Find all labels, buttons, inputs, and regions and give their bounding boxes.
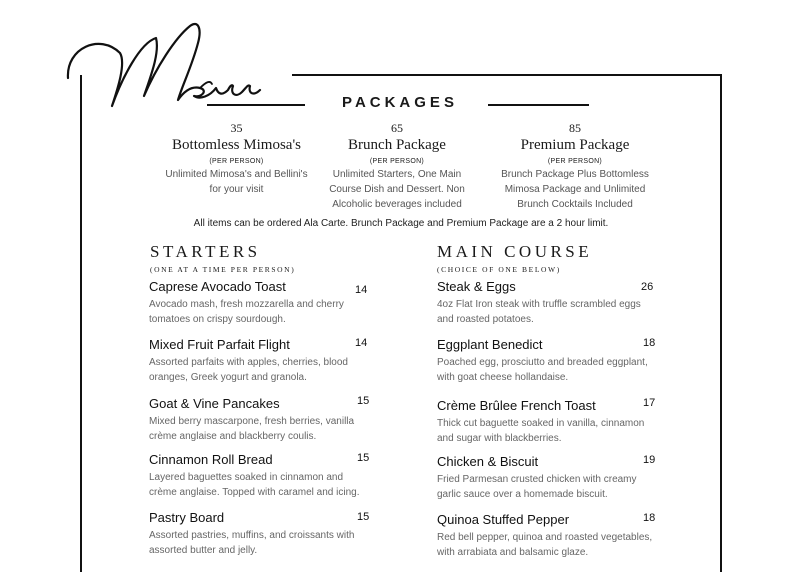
menu-item-steak-eggs [437,279,657,327]
menu-script-logo [60,8,290,118]
package-description: Unlimited Mimosa's and Bellini's for your visit [165,169,308,195]
item-name: Eggplant Benedict [437,337,543,352]
item-description: 4oz Flat Iron steak with truffle scrambled eggs and roasted potatoes. [437,299,641,325]
packages-rule-left [207,104,305,106]
frame-left-border [80,75,82,572]
item-name: Crème Brûlee French Toast [437,398,596,413]
package-price: 85 [569,121,581,135]
item-description: Red bell pepper, quinoa and roasted vegetables, with arrabiata and balsamic glaze. [437,532,653,558]
item-price: 15 [357,395,370,407]
item-description: Fried Parmesan crusted chicken with creamy garlic sauce over a homemade biscuit. [437,474,637,500]
item-name: Caprese Avocado Toast [149,279,286,294]
item-price: 18 [643,512,656,524]
item-name: Pastry Board [149,510,225,525]
packages-rule-right [488,104,589,106]
item-description: Mixed berry mascarpone, fresh berries, vanilla crème anglaise and blackberry coulis. [149,416,355,442]
starters-subtitle: (ONE AT A TIME PER PERSON) [150,265,296,274]
package-per-person: (PER PERSON) [369,158,425,165]
menu-item-chicken-biscuit [437,454,657,502]
package-price: 65 [391,121,403,135]
item-description: Thick cut baguette soaked in vanilla, cinnamon and sugar with blackberries. [437,418,645,444]
package-per-person: (PER PERSON) [547,158,603,165]
item-price: 17 [643,397,656,409]
menu-item-cinnamon-roll-bread [149,452,369,500]
menu-item-creme-brulee-french-toast [437,398,657,446]
menu-item-pastry-board [149,510,369,558]
menu-item-mixed-fruit-parfait-flight [149,337,369,385]
package-name: Bottomless Mimosa's [172,137,301,153]
item-description: Assorted pastries, muffins, and croissants with assorted butter and jelly. [149,530,355,556]
package-brunch [322,121,472,212]
package-name: Premium Package [520,137,630,153]
item-price: 26 [641,281,654,293]
item-name: Goat & Vine Pancakes [149,396,280,411]
packages-title: PACKAGES [342,94,458,111]
item-price: 15 [357,452,370,464]
package-price: 35 [230,121,243,135]
item-description: Assorted parfaits with apples, cherries, blood oranges, Greek yogurt and granola. [149,357,348,383]
frame-top-border [292,74,722,76]
starters-title: STARTERS [150,242,261,261]
item-name: Cinnamon Roll Bread [149,452,273,467]
main-course-title: MAIN COURSE [437,242,593,261]
item-description: Avocado mash, fresh mozzarella and cherry tomatoes on crispy sourdough. [149,299,344,325]
item-name: Chicken & Biscuit [437,454,539,469]
item-price: 18 [643,337,656,349]
item-name: Mixed Fruit Parfait Flight [149,337,290,352]
item-description: Poached egg, prosciutto and breaded eggplant, with goat cheese hollandaise. [437,357,648,383]
package-description: Brunch Package Plus Bottomless Mimosa Package and Unlimited Brunch Cocktails Included [501,169,649,210]
item-price: 14 [355,337,368,349]
main-course-subtitle: (CHOICE OF ONE BELOW) [437,265,561,274]
frame-right-border [720,75,722,572]
package-premium [490,121,660,212]
package-name: Brunch Package [348,137,446,153]
menu-item-goat-vine-pancakes [149,396,369,444]
item-price: 14 [355,284,368,296]
menu-item-caprese-avocado-toast [149,279,369,327]
item-name: Quinoa Stuffed Pepper [437,512,570,527]
package-description: Unlimited Starters, One Main Course Dish and Dessert. Non Alcoholic beverages included [329,169,465,210]
item-description: Layered baguettes soaked in cinnamon and crème anglaise. Topped with caramel and icing. [149,472,360,498]
item-name: Steak & Eggs [437,279,516,294]
item-price: 19 [643,454,656,466]
item-price: 15 [357,511,370,523]
package-per-person: (PER PERSON) [209,158,264,165]
menu-item-quinoa-stuffed-pepper [437,512,657,560]
package-bottomless-mimosas [164,121,309,197]
ala-carte-note: All items can be ordered Ala Carte. Brunch Package and Premium Package are a 2 hour limit. [193,218,609,229]
menu-item-eggplant-benedict [437,337,657,385]
